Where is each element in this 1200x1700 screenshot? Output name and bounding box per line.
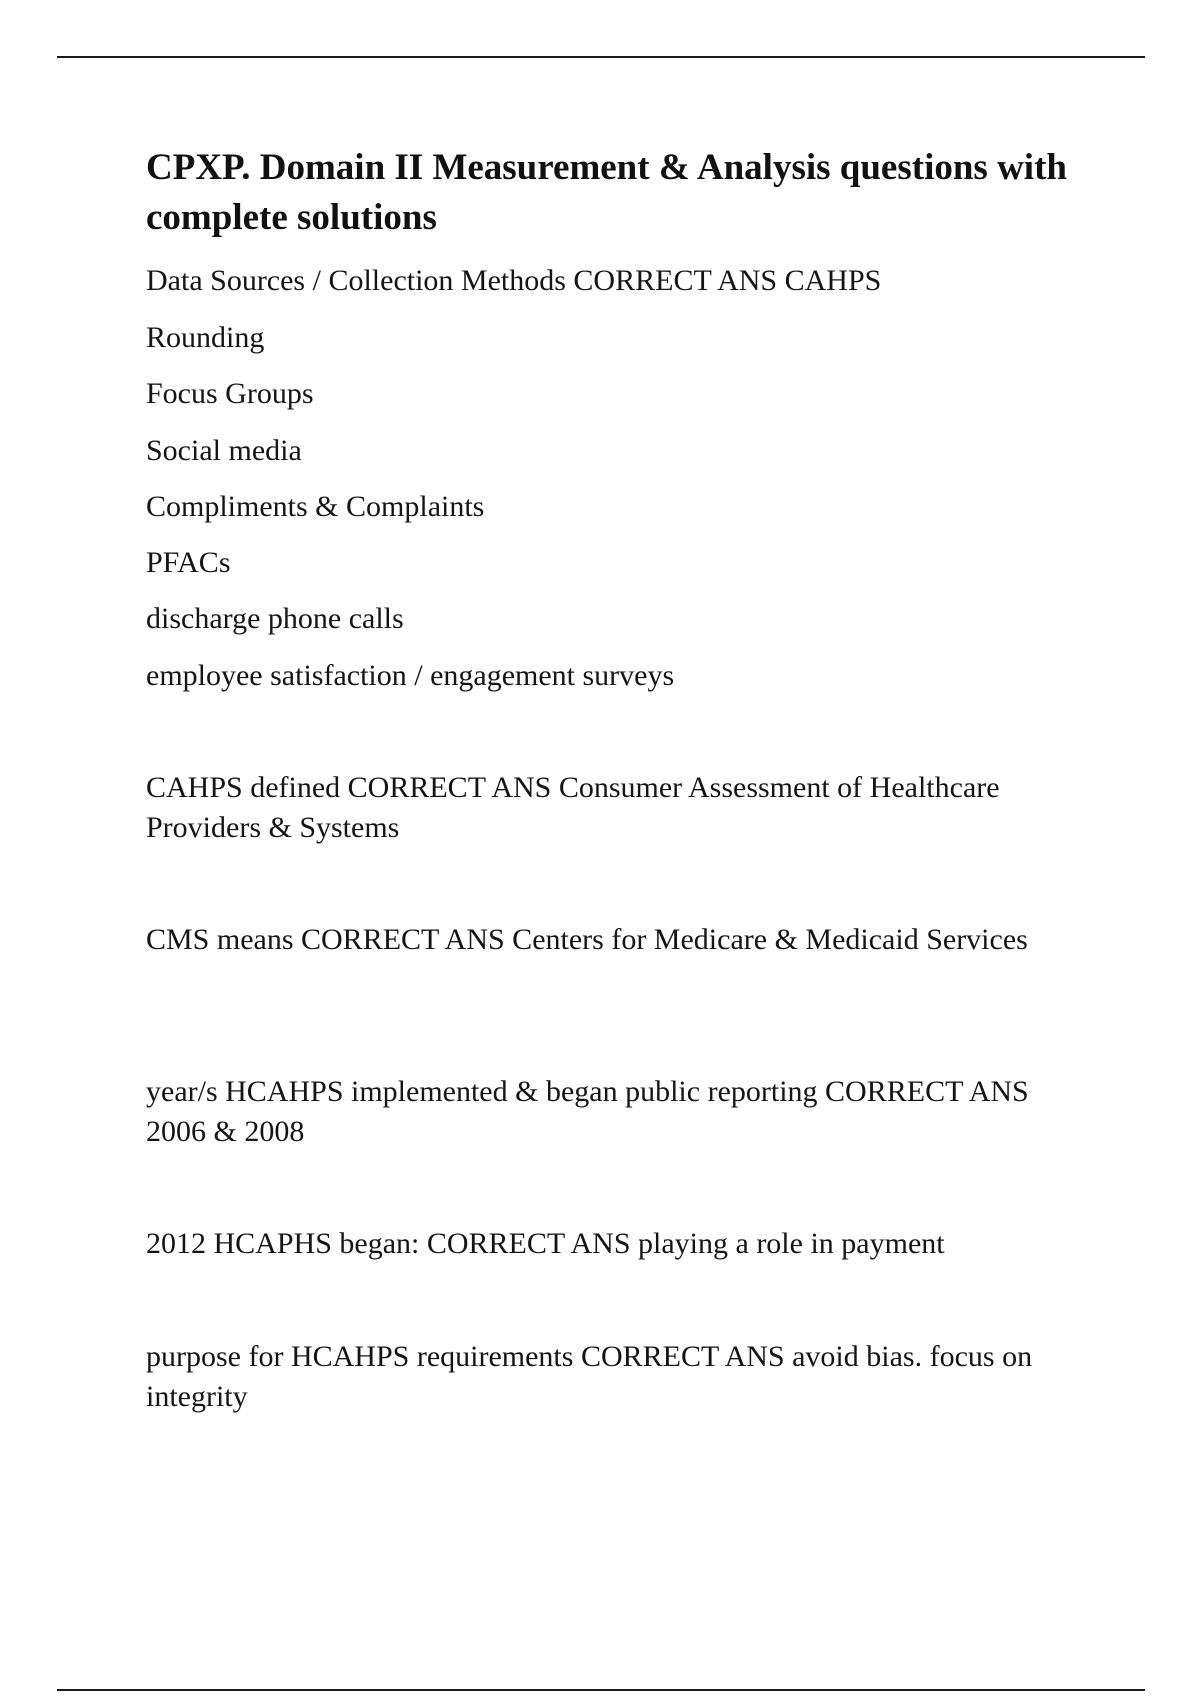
qa-item-2012-hcahps: 2012 HCAPHS began: CORRECT ANS playing a role in payment	[146, 1227, 945, 1260]
qa-item-data-sources: Data Sources / Collection Methods CORRECT ANS CAHPS	[146, 264, 882, 297]
qa-item-hcahps-years: year/s HCAHPS implemented & began public reporting CORRECT ANS 2006 & 2008	[146, 1075, 1029, 1148]
list-item: PFACs	[146, 546, 231, 579]
header-rule	[57, 56, 1145, 58]
list-item: Compliments & Complaints	[146, 490, 485, 523]
list-item: Focus Groups	[146, 377, 314, 410]
list-item: employee satisfaction / engagement surveys	[146, 659, 675, 692]
qa-item-cahps-defined: CAHPS defined CORRECT ANS Consumer Assessment of Healthcare Providers & Systems	[146, 771, 1000, 844]
page-title: CPXP. Domain II Measurement & Analysis questions with complete solutions	[146, 147, 1067, 238]
qa-item-hcahps-purpose: purpose for HCAHPS requirements CORRECT ANS avoid bias. focus on integrity	[146, 1340, 1033, 1413]
list-item: Social media	[146, 434, 302, 467]
list-item: discharge phone calls	[146, 602, 404, 635]
list-item: Rounding	[146, 321, 265, 354]
qa-item-cms-means: CMS means CORRECT ANS Centers for Medicare & Medicaid Services	[146, 923, 1028, 956]
footer-rule	[57, 1689, 1145, 1691]
